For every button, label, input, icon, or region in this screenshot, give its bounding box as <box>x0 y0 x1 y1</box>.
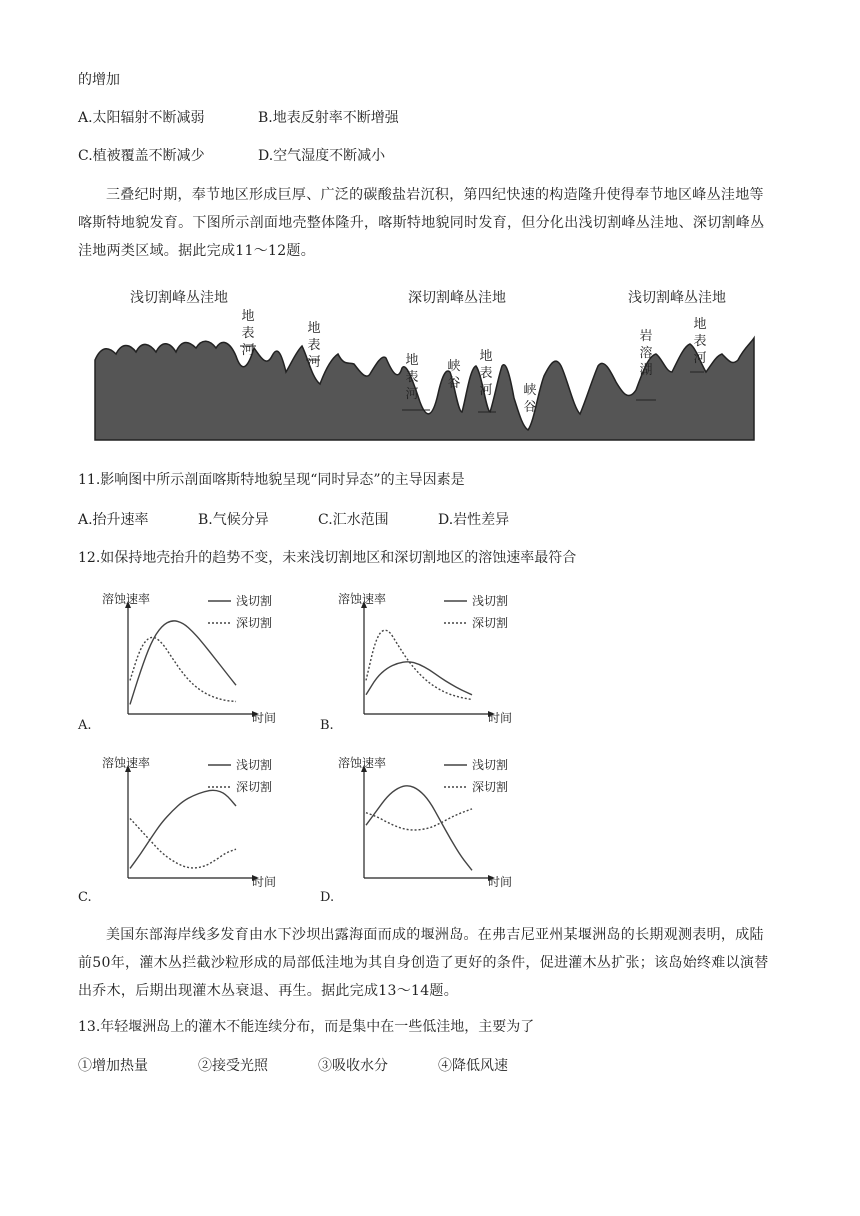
series-line-deep <box>130 637 236 701</box>
y-axis-label: 溶蚀速率 <box>102 756 151 770</box>
region-right-label: 浅切割峰丛洼地 <box>628 290 726 306</box>
q11-option-a: A.抬升速率 <box>78 512 149 528</box>
q13-option-4: ④降低风速 <box>438 1058 508 1074</box>
chart-b <box>334 588 534 733</box>
profile-feature-label: 岩溶湖 <box>639 329 653 378</box>
legend-label: 深切割 <box>236 616 273 630</box>
legend-label: 浅切割 <box>236 758 273 772</box>
passage-barrier-island: 美国东部海岸线多发育由水下沙坝出露海面而成的堰洲岛。在弗吉尼亚州某堰洲岛的长期观测表明，成陆前50年，灌木丛拦截沙粒形成的局部低洼地为其自身创造了更好的条件，促进灌木丛扩张；该岛始终难以演替出乔木，后期出现灌木丛衰退、再生。据此完成13～14题。 <box>78 927 769 999</box>
series-line-shallow <box>366 786 472 871</box>
q11-option-b: B.气候分异 <box>198 512 269 528</box>
profile-feature-label: 地表河 <box>241 309 255 358</box>
chart-c-letter: C. <box>78 890 92 905</box>
legend-label: 浅切割 <box>472 594 509 608</box>
q11-stem: 11.影响图中所示剖面喀斯特地貌呈现“同时异态”的主导因素是 <box>78 472 465 488</box>
question-fragment: 的增加 <box>78 72 120 88</box>
q10-option-d: D.空气湿度不断减小 <box>258 148 386 164</box>
profile-feature-label: 峡谷 <box>447 359 461 391</box>
chart-c <box>98 752 298 897</box>
profile-feature-label: 地表河 <box>405 353 419 402</box>
chart-d <box>334 752 534 897</box>
legend-label: 深切割 <box>472 616 509 630</box>
profile-feature-label: 峡谷 <box>523 383 537 415</box>
legend-label: 深切割 <box>236 780 273 794</box>
q12-stem: 12.如保持地壳抬升的趋势不变，未来浅切割地区和深切割地区的溶蚀速率最符合 <box>78 550 577 566</box>
q10-option-a: A.太阳辐射不断减弱 <box>78 110 205 126</box>
region-mid-label: 深切割峰丛洼地 <box>408 290 506 306</box>
series-line-deep <box>130 819 236 868</box>
terrain-profile <box>95 338 754 440</box>
profile-feature-label: 地表河 <box>307 321 321 370</box>
legend-label: 深切割 <box>472 780 509 794</box>
q13-option-1: ①增加热量 <box>78 1058 148 1074</box>
legend-label: 浅切割 <box>472 758 509 772</box>
legend-label: 浅切割 <box>236 594 273 608</box>
q13-option-2: ②接受光照 <box>198 1058 268 1074</box>
karst-profile-figure <box>90 282 760 444</box>
series-line-shallow <box>130 790 236 868</box>
q13-option-3: ③吸收水分 <box>318 1058 388 1074</box>
x-axis-label: 时间 <box>488 711 513 725</box>
q11-option-d: D.岩性差异 <box>438 512 510 528</box>
q10-option-c: C.植被覆盖不断减少 <box>78 148 205 164</box>
x-axis-label: 时间 <box>252 875 277 889</box>
profile-feature-label: 地表河 <box>693 317 707 366</box>
series-line-shallow <box>130 621 236 705</box>
chart-d-letter: D. <box>320 890 335 905</box>
y-axis-label: 溶蚀速率 <box>338 756 387 770</box>
region-left-label: 浅切割峰丛洼地 <box>130 290 228 306</box>
x-axis-label: 时间 <box>488 875 513 889</box>
passage-karst: 三叠纪时期，奉节地区形成巨厚、广泛的碳酸盐岩沉积，第四纪快速的构造隆升使得奉节地区峰丛洼地等喀斯特地貌发育。下图所示剖面地壳整体隆升，喀斯特地貌同时发育，但分化出浅切割峰丛洼地、深切割峰丛洼地两类区域。据此完成11～12题。 <box>78 187 765 259</box>
y-axis-label: 溶蚀速率 <box>102 592 151 606</box>
chart-a <box>98 588 298 733</box>
q10-option-b: B.地表反射率不断增强 <box>258 110 399 126</box>
q11-option-c: C.汇水范围 <box>318 512 389 528</box>
q13-stem: 13.年轻堰洲岛上的灌木不能连续分布，而是集中在一些低洼地，主要为了 <box>78 1019 535 1035</box>
series-line-shallow <box>366 662 472 695</box>
chart-a-letter: A. <box>78 718 92 733</box>
series-line-deep <box>366 809 472 830</box>
x-axis-label: 时间 <box>252 711 277 725</box>
chart-b-letter: B. <box>320 718 334 733</box>
profile-feature-label: 地表河 <box>479 349 493 398</box>
y-axis-label: 溶蚀速率 <box>338 592 387 606</box>
